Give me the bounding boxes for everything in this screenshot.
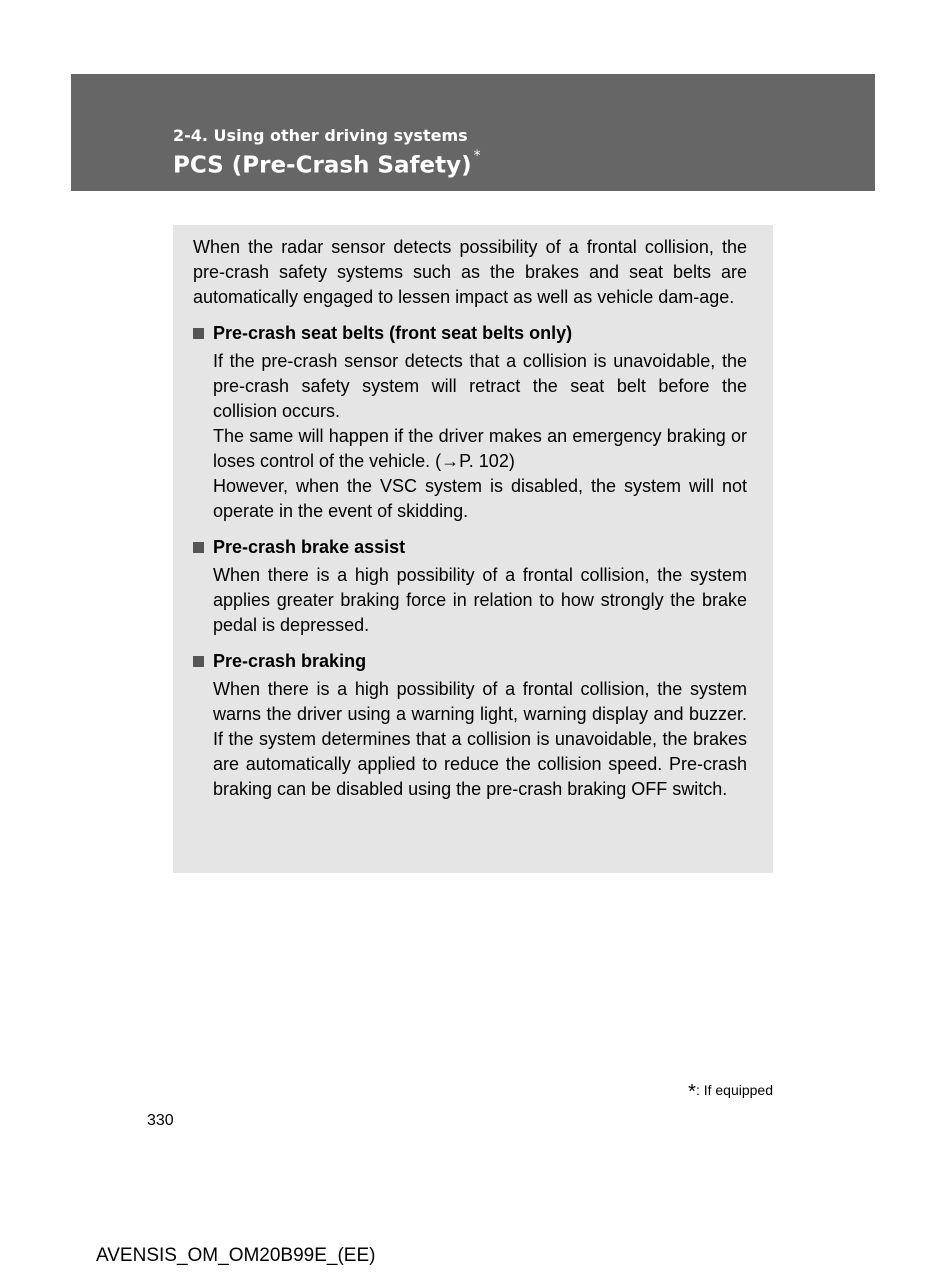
title-asterisk: * xyxy=(473,148,481,164)
section-heading-text: Pre-crash seat belts (front seat belts only) xyxy=(213,323,573,343)
square-bullet-icon xyxy=(193,328,204,339)
section-body xyxy=(213,349,747,524)
section-brake-assist xyxy=(193,535,747,638)
footnote-text: : If equipped xyxy=(695,1082,773,1098)
content-box xyxy=(173,225,773,873)
chapter-header xyxy=(71,74,875,191)
footnote xyxy=(688,1078,773,1101)
section-body xyxy=(213,563,747,638)
section-heading xyxy=(193,321,747,346)
square-bullet-icon xyxy=(193,656,204,667)
section-heading-text: Pre-crash brake assist xyxy=(213,537,406,557)
section-paragraph: If the pre-crash sensor detects that a collision is unavoidable, the pre-crash safety system will retract the seat belt before the collision occurs. xyxy=(213,351,747,421)
section-braking xyxy=(193,649,747,802)
page-title-text: PCS (Pre-Crash Safety) xyxy=(173,152,472,179)
intro-paragraph: When the radar sensor detects possibility of a frontal collision, the pre-crash safety systems such as the brakes and seat belts are automatically engaged to lessen impact as well as vehicle dam-age. xyxy=(193,237,747,307)
square-bullet-icon xyxy=(193,542,204,553)
section-heading-text: Pre-crash braking xyxy=(213,651,367,671)
section-paragraph: When there is a high possibility of a frontal collision, the system applies greater braking force in relation to how strongly the brake pedal is depressed. xyxy=(213,565,747,635)
section-heading xyxy=(193,535,747,560)
footnote-marker: * xyxy=(688,1081,696,1103)
section-paragraph: The same will happen if the driver makes an emergency braking or loses control of the vehicle. (→P. 102) xyxy=(213,426,747,471)
document-code: AVENSIS_OM_OM20B99E_(EE) xyxy=(96,1245,376,1266)
section-heading xyxy=(193,649,747,674)
page-title xyxy=(173,148,481,179)
section-body xyxy=(213,677,747,802)
section-seat-belts xyxy=(193,321,747,524)
page-number: 330 xyxy=(147,1112,174,1129)
section-paragraph: However, when the VSC system is disabled, the system will not operate in the event of skidding. xyxy=(213,476,747,521)
section-label: 2-4. Using other driving systems xyxy=(173,126,468,145)
section-paragraph: When there is a high possibility of a frontal collision, the system warns the driver using a warning light, warning display and buzzer. If the system determines that a collision is unavoidable, the brakes are automatically applied to reduce the collision speed. Pre-crash braking can be disabled using the pre-crash braking OFF switch. xyxy=(213,679,747,799)
